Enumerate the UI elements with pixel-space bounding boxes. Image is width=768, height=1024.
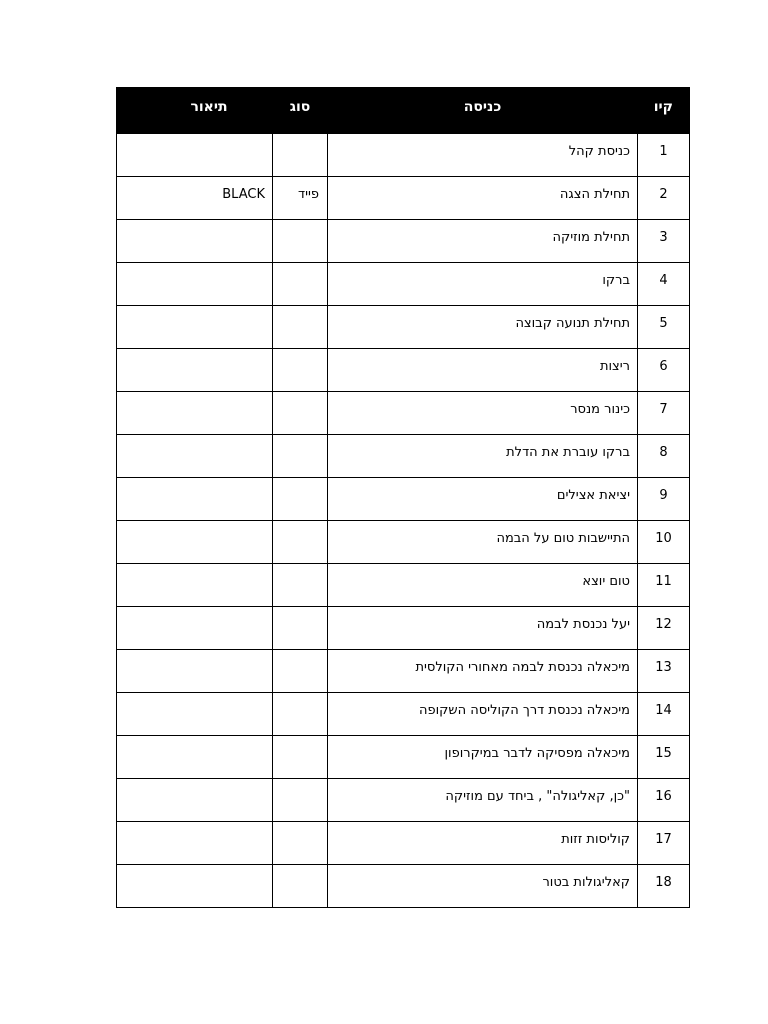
cue-type <box>273 693 328 736</box>
cue-entry: ברקו <box>328 263 638 306</box>
cue-number: 2 <box>638 177 690 220</box>
cue-type <box>273 822 328 865</box>
cue-entry: קאליגולות בטור <box>328 865 638 908</box>
cue-entry: התיישבות טום על הבמה <box>328 521 638 564</box>
cue-number: 10 <box>638 521 690 564</box>
header-description: תיאור <box>117 88 273 134</box>
cue-description <box>117 822 273 865</box>
table-row <box>117 865 690 908</box>
cue-number: 13 <box>638 650 690 693</box>
cue-description <box>117 865 273 908</box>
table-row <box>117 177 690 220</box>
cue-description <box>117 435 273 478</box>
cue-type <box>273 865 328 908</box>
cue-sheet-table <box>116 87 690 908</box>
cue-type <box>273 435 328 478</box>
cue-entry: תחילת תנועה קבוצה <box>328 306 638 349</box>
table-row <box>117 392 690 435</box>
cue-entry: תחילת מוזיקה <box>328 220 638 263</box>
cue-entry: יעל נכנסת לבמה <box>328 607 638 650</box>
cue-number: 1 <box>638 134 690 177</box>
cue-number: 11 <box>638 564 690 607</box>
cue-description <box>117 693 273 736</box>
cue-number: 17 <box>638 822 690 865</box>
table-row <box>117 736 690 779</box>
cue-entry: "כן, קאליגולה" , ביחד עם מוזיקה <box>328 779 638 822</box>
table-row <box>117 263 690 306</box>
cue-type <box>273 736 328 779</box>
cue-entry: יציאת אצילים <box>328 478 638 521</box>
table-row <box>117 564 690 607</box>
cue-entry: קוליסות זזות <box>328 822 638 865</box>
cue-description <box>117 306 273 349</box>
cue-number: 18 <box>638 865 690 908</box>
cue-entry: ריצות <box>328 349 638 392</box>
table-header <box>117 88 690 134</box>
cue-number: 15 <box>638 736 690 779</box>
cue-number: 16 <box>638 779 690 822</box>
cue-number: 7 <box>638 392 690 435</box>
table-row <box>117 349 690 392</box>
cue-type <box>273 607 328 650</box>
cue-description <box>117 521 273 564</box>
cue-entry: מיכאלה נכנסת דרך הקוליסה השקופה <box>328 693 638 736</box>
table-row <box>117 521 690 564</box>
cue-entry: טום יוצא <box>328 564 638 607</box>
cue-number: 9 <box>638 478 690 521</box>
table-row <box>117 822 690 865</box>
cue-description: BLACK <box>117 177 273 220</box>
table-row <box>117 134 690 177</box>
cue-entry: כניסת קהל <box>328 134 638 177</box>
cue-type <box>273 263 328 306</box>
cue-number: 14 <box>638 693 690 736</box>
table-row <box>117 779 690 822</box>
cue-description <box>117 650 273 693</box>
table-row <box>117 435 690 478</box>
table-row <box>117 478 690 521</box>
cue-description <box>117 392 273 435</box>
table-row <box>117 306 690 349</box>
cue-description <box>117 607 273 650</box>
cue-entry: תחילת הצגה <box>328 177 638 220</box>
table-row <box>117 693 690 736</box>
cue-description <box>117 220 273 263</box>
cue-number: 8 <box>638 435 690 478</box>
cue-number: 5 <box>638 306 690 349</box>
header-type: סוג <box>273 88 328 134</box>
cue-type <box>273 349 328 392</box>
cue-type <box>273 779 328 822</box>
cue-description <box>117 134 273 177</box>
cue-type <box>273 306 328 349</box>
header-row <box>117 88 690 134</box>
cue-type <box>273 392 328 435</box>
cue-description <box>117 478 273 521</box>
cue-description <box>117 564 273 607</box>
cue-entry: ברקו עוברת את הדלת <box>328 435 638 478</box>
cue-description <box>117 263 273 306</box>
table-row <box>117 650 690 693</box>
table-row <box>117 220 690 263</box>
cue-number: 12 <box>638 607 690 650</box>
cue-entry: מיכאלה מפסיקה לדבר במיקרופון <box>328 736 638 779</box>
cue-type <box>273 521 328 564</box>
table-body <box>117 134 690 908</box>
cue-description <box>117 779 273 822</box>
cue-number: 6 <box>638 349 690 392</box>
table-row <box>117 607 690 650</box>
cue-description <box>117 349 273 392</box>
cue-number: 4 <box>638 263 690 306</box>
cue-entry: כינור מנסר <box>328 392 638 435</box>
cue-type <box>273 478 328 521</box>
cue-number: 3 <box>638 220 690 263</box>
cue-type <box>273 134 328 177</box>
cue-type <box>273 564 328 607</box>
header-cue: קיו <box>638 88 690 134</box>
cue-type <box>273 650 328 693</box>
cue-type: פייד <box>273 177 328 220</box>
cue-entry: מיכאלה נכנסת לבמה מאחורי הקולסית <box>328 650 638 693</box>
header-entry: כניסה <box>328 88 638 134</box>
cue-description <box>117 736 273 779</box>
cue-type <box>273 220 328 263</box>
